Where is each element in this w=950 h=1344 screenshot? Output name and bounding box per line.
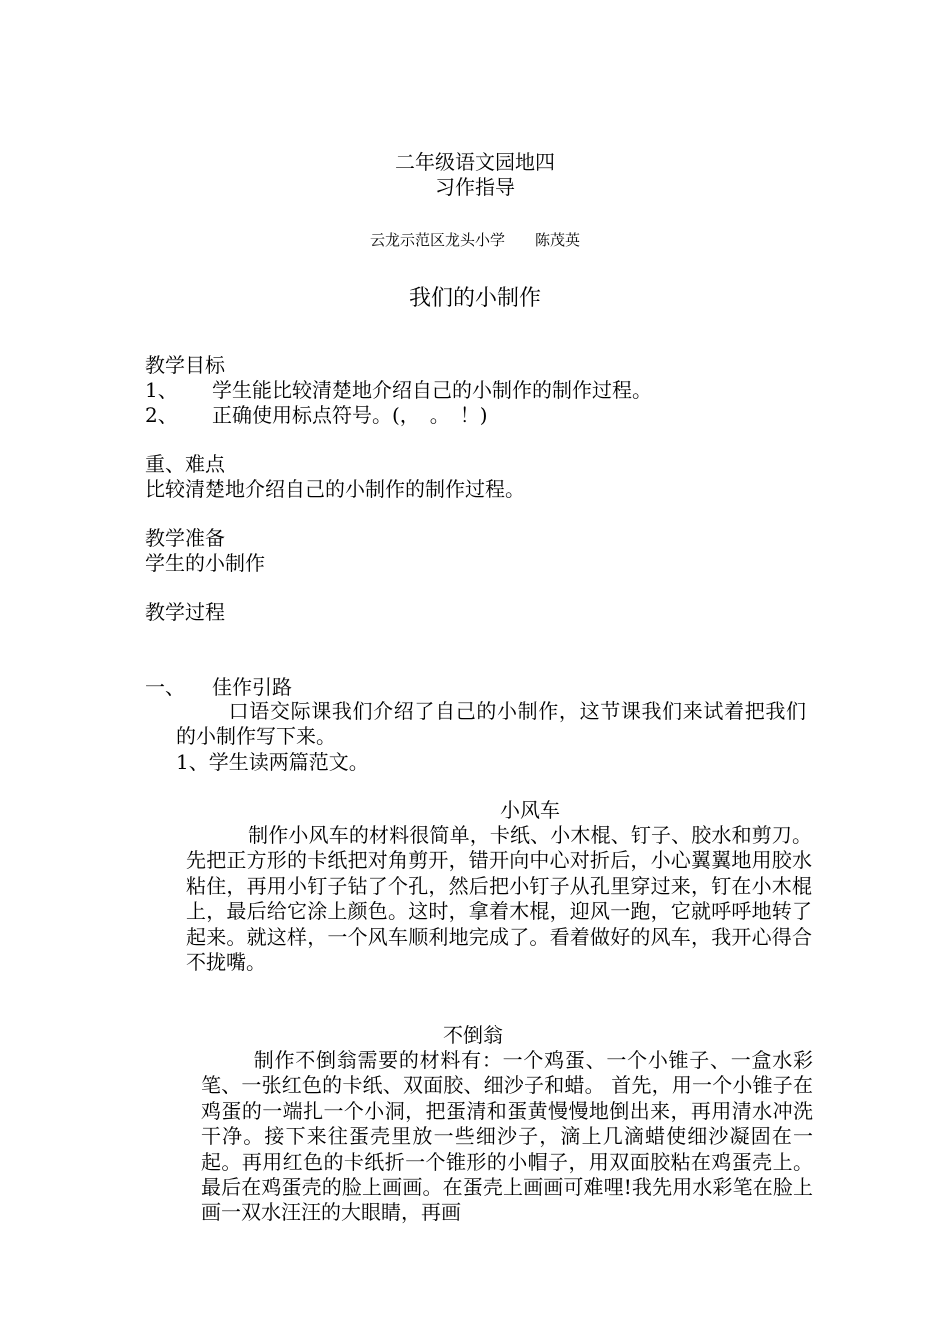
lesson-topic: 我们的小制作 [408, 286, 541, 311]
key-points-heading: 重、难点 [145, 452, 225, 476]
preparation-text: 学生的小制作 [145, 551, 265, 575]
essay-title-windmill: 小风车 [500, 798, 560, 822]
essay-title-tumbler: 不倒翁 [443, 1023, 503, 1047]
objectives-heading: 教学目标 [145, 353, 225, 377]
author-line: 云龙示范区龙头小学 陈茂英 [369, 231, 580, 249]
objective-num-1: 1、 [145, 378, 178, 402]
preparation-heading: 教学准备 [145, 526, 225, 550]
doc-title: 二年级语文园地四 [395, 150, 555, 174]
essay-body-tumbler: 制作不倒翁需要的材料有：一个鸡蛋、一个小锥子、一盒水彩笔、一张红色的卡纸、双面胶、细沙子和蜡。 首先，用一个小锥子在鸡蛋的一端扎一个小洞，把蛋清和蛋黄慢慢地倒出来，再用清水冲洗干净。接下来往蛋壳里放一些细沙子，滴上几滴蜡使细沙凝固在一起。再用红色的卡纸折一个锥形的小帽子，用双面胶粘在鸡蛋壳上。最后在鸡蛋壳的脸上画画。在蛋壳上画画可难哩!我先用水彩笔在脸上画一双水汪汪的大眼睛，再画 [201, 1048, 813, 1225]
step-1: 1、学生读两篇范文。 [176, 750, 369, 774]
objective-text-2: 正确使用标点符号。(， 。 ！) [212, 403, 488, 427]
objective-num-2: 2、 [145, 403, 178, 427]
process-heading: 教学过程 [145, 600, 225, 624]
section-num: 一、 [145, 675, 185, 699]
section-intro: 口语交际课我们介绍了自己的小制作，这节课我们来试着把我们的小制作写下来。 [176, 699, 806, 749]
objective-text-1: 学生能比较清楚地介绍自己的小制作的制作过程。 [212, 378, 652, 402]
section-title: 佳作引路 [212, 675, 292, 699]
essay-body-windmill: 制作小风车的材料很简单，卡纸、小木棍、钉子、胶水和剪刀。先把正方形的卡纸把对角剪开，错开向中心对折后，小心翼翼地用胶水粘住，再用小钉子钻了个孔，然后把小钉子从孔里穿过来，钉在小木棍上，最后给它涂上颜色。这时，拿着木棍，迎风一跑，它就呼呼地转了起来。就这样，一个风车顺利地完成了。看着做好的风车，我开心得合不拢嘴。 [186, 823, 812, 975]
doc-subtitle: 习作指导 [435, 175, 515, 199]
key-points-text: 比较清楚地介绍自己的小制作的制作过程。 [145, 477, 525, 501]
